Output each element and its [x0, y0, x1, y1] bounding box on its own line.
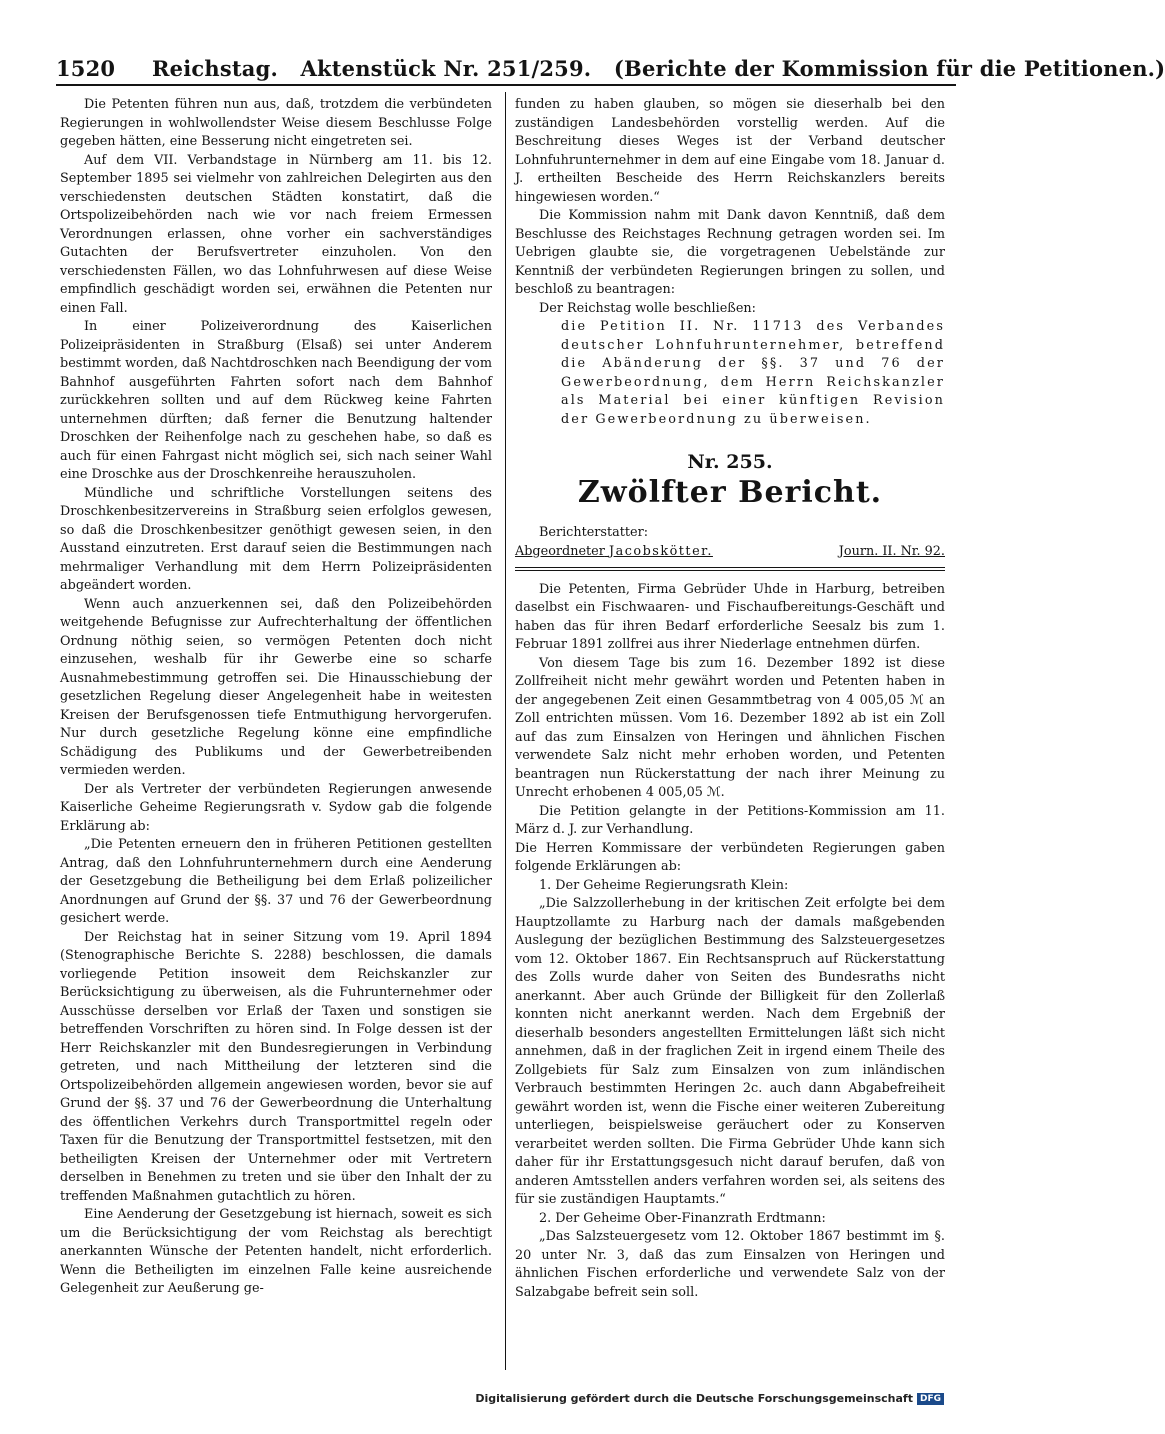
paragraph: Wenn auch anzuerkennen sei, daß den Polizeibehörden weitgehende Befugnisse zur Aufrechterhaltung der öffentlichen Ordnung nöthig seien, so vermögen Petenten doch nicht einzusehen, weshalb für ihr Gewerbe eine so scharfe Ausnahmebestimmung getroffen sei. Die Hinausschiebung der gesetzlichen Regelung dieser Angelegenheit habe in weitesten Kreisen der Berufsgenossen tiefe Entmuthigung hervorgerufen. Nur durch gesetzliche Regelung könne eine empfindliche Schädigung des Publikums und der Gewerbetreibenden vermieden werden.	[60, 596, 492, 778]
reporter-line	[515, 543, 945, 563]
footer-credit	[475, 1392, 944, 1405]
paragraph: In einer Polizeiverordnung des Kaiserlichen Polizeipräsidenten in Straßburg (Elsaß) sei unter Anderem bestimmt worden, daß Nachtdroschken nach Beendigung der vom Bahnhof ausgeführten Fahrten sofort nach dem Bahnhof zurückkehren sollten und auf dem Rückweg keine Fahrten unternehmen dürften; daß ferner die Benutzung haltender Droschken der Reihenfolge nach zu geschehen habe, so daß es auch für einen Fahrgast nicht möglich sei, sich nach seiner Wahl eine Droschke aus der Droschkenreihe herauszuholen.	[60, 319, 492, 482]
left-column	[60, 96, 492, 1371]
paragraph: Auf dem VII. Verbandstage in Nürnberg am 11. bis 12. September 1895 sei vielmehr von zahlreichen Delegirten aus den verschiedensten deutschen Städten konstatirt, daß die Ortspolizeibehörden nach wie vor nach freiem Ermessen Verordnungen erlassen, ohne vorher ein sachverständiges Gutachten der Berufsvertreter einzuholen. Von den verschiedensten Fällen, wo das Lohnfuhrwesen auf diese Weise empfindlich geschädigt worden sei, erwähnen die Petenten nur einen Fall.	[60, 152, 492, 316]
section-number: Nr. 255.	[687, 451, 773, 473]
reporter-prefix: Abgeordneter	[515, 543, 605, 559]
paragraph: Der als Vertreter der verbündeten Regierungen anwesende Kaiserliche Geheime Regierungsrath v. Sydow gab die folgende Erklärung ab:	[60, 781, 492, 834]
dfg-logo: DFG	[917, 1393, 944, 1405]
reporter-name	[515, 543, 713, 562]
resolution-intro: Der Reichstag wolle beschließen:	[539, 300, 756, 316]
paragraph: Mündliche und schriftliche Vorstellungen seitens des Droschkenbesitzervereins in Straßburg seien erfolglos gewesen, so daß die Droschkenbesitzer genöthigt gewesen seien, in den Ausstand einzutreten. Erst darauf seien die Bestimmungen nach mehrmaliger Verhandlung mit dem Herrn Polizeipräsidenten abgeändert worden.	[60, 485, 492, 593]
paragraph: Die Petition gelangte in der Petitions-Kommission am 11. März d. J. zur Verhandlung.	[515, 803, 945, 837]
paragraph: funden zu haben glauben, so mögen sie dieserhalb bei den zuständigen Landesbehörden vorstellig werden. Auf die Beschreitung dieses Weges ist der Verband deutscher Lohnfuhrunternehmer in dem auf eine Eingabe vom 18. Januar d. J. ertheilten Bescheide des Herrn Reichskanzlers bereits hingewiesen worden.“	[515, 97, 945, 205]
paragraph: Die Petenten führen nun aus, daß, trotzdem die verbündeten Regierungen in wohlwollendster Weise diesem Beschlusse Folge gegeben hätten, eine Besserung nicht eingetreten sei.	[60, 97, 492, 149]
reporter-label: Berichterstatter:	[539, 525, 649, 540]
running-title: Reichstag. Aktenstück Nr. 251/259. (Berichte der Kommission für die Petitionen.)	[152, 56, 1165, 81]
right-column	[515, 96, 945, 1371]
page-number: 1520	[56, 56, 116, 81]
statement-heading: 2. Der Geheime Ober-Finanzrath Erdtmann:	[539, 1210, 826, 1226]
page-header	[56, 52, 1165, 88]
paragraph: Die Herren Kommissare der verbündeten Regierungen gaben folgende Erklärungen ab:	[515, 840, 945, 874]
statement-heading: 1. Der Geheime Regierungsrath Klein:	[539, 877, 789, 893]
paragraph: Der Reichstag hat in seiner Sitzung vom 19. April 1894 (Stenographische Berichte S. 2288) beschlossen, die damals vorliegende Petition insoweit dem Reichskanzler zur Berücksichtigung zu überweisen, als die Fuhrunternehmer oder Ausschüsse derselben vor Erlaß der Taxen und sonstigen sie betreffenden Vorschriften zu hören sind. In Folge dessen ist der Herr Reichskanzler mit den Bundesregierungen in Verbindung getreten, und nach Mittheilung der letzteren sind die Ortspolizeibehörden allgemein angewiesen worden, bevor sie auf Grund der §§. 37 und 76 der Gewerbeordnung die Unterhaltung des öffentlichen Verkehrs durch Transportmittel regeln oder Taxen für die Benutzung der Transportmittel festsetzen, mit den betheiligten Kreisen der Unternehmer oder mit Vertretern derselben in Benehmen zu treten und sie über den Inhalt der zu treffenden Maßnahmen gutachtlich zu hören.	[60, 929, 492, 1204]
quote-paragraph: „Die Petenten erneuern den in früheren Petitionen gestellten Antrag, daß den Lohnfuhrunternehmern durch eine Aenderung der Gesetzgebung die Betheiligung bei dem Erlaß polizeilicher Anordnungen auf Grund der §§. 37 und 76 der Gewerbeordnung gesichert werde.	[60, 837, 492, 926]
quote-paragraph: „Die Salzzollerhebung in der kritischen Zeit erfolgte bei dem Hauptzollamte zu Harburg nach der damals maßgebenden Auslegung der bezüglichen Bestimmung des Salzsteuergesetzes vom 12. Oktober 1867. Ein Rechtsanspruch auf Rückerstattung des Zolls wurde daher von Seiten des Bundesraths nicht anerkannt. Aber auch Gründe der Billigkeit für den Zollerlaß konnten nicht anerkannt werden. Nach dem Ergebniß der dieserhalb besonders angestellten Ermittelungen läßt sich nicht annehmen, daß in der fraglichen Zeit in irgend einem Theile des Zollgebiets für Salz zum Einsalzen von zum inländischen Verbrauch bestimmten Heringen 2c. auch dann Abgabefreiheit gewährt worden ist, wenn die Fische einer weiteren Zubereitung unterliegen, beispielsweise geräuchert oder zu Konserven verarbeitet werden sollten. Die Firma Gebrüder Uhde kann sich daher für ihr Erstattungsgesuch nicht darauf berufen, daß von anderen Amtsstellen anders verfahren worden sei, als seitens des für sie zuständigen Hauptamts.“	[515, 896, 945, 1207]
reporter-surname: Jacobskötter.	[608, 543, 713, 559]
journal-reference: Journ. II. Nr. 92.	[838, 543, 945, 559]
paragraph: Eine Aenderung der Gesetzgebung ist hiernach, soweit es sich um die Berücksichtigung der vom Reichstag als berechtigt anerkannten Wünsche der Petenten handelt, nicht erforderlich. Wenn die Betheiligten im einzelnen Falle keine ausreichende Gelegenheit zur Aeußerung ge-	[60, 1207, 492, 1296]
section-title: Zwölfter Bericht.	[577, 475, 883, 510]
resolution-text: die Petition II. Nr. 11713 des Verbandes deutscher Lohnfuhrunternehmer, betreffend die Abänderung der §§. 37 und 76 der Gewerbeordnung, dem Herrn Reichskanzler als Material bei einer künftigen Revision der Gewerbeordnung zu überweisen.	[561, 319, 945, 427]
header-rule	[56, 84, 956, 86]
footer-text: Digitalisierung gefördert durch die Deutsche Forschungsgemeinschaft	[475, 1392, 913, 1405]
column-divider	[505, 92, 506, 1370]
quote-paragraph: „Das Salzsteuergesetz vom 12. Oktober 1867 bestimmt im §. 20 unter Nr. 3, daß das zum Einsalzen von Heringen und ähnlichen Fischen erforderliche und verwendete Salz von der Salzabgabe befreit sein soll.	[515, 1229, 945, 1300]
paragraph: Von diesem Tage bis zum 16. Dezember 1892 ist diese Zollfreiheit nicht mehr gewährt worden und Petenten haben in der angegebenen Zeit einen Gesammtbetrag von 4 005,05 ℳ an Zoll entrichten müssen. Vom 16. Dezember 1892 ab ist ein Zoll auf das zum Einsalzen von Heringen und ähnlichen Fischen verwendete Salz nicht mehr erhoben worden, und Petenten beantragen nun Rückerstattung der nach ihrer Meinung zu Unrecht erhobenen 4 005,05 ℳ.	[515, 655, 945, 800]
section-rule	[515, 567, 945, 571]
paragraph: Die Kommission nahm mit Dank davon Kenntniß, daß dem Beschlusse des Reichstages Rechnung getragen worden sei. Im Uebrigen glaubte sie, die vorgetragenen Uebelstände zur Kenntniß der verbündeten Regierungen bringen zu sollen, und beschloß zu beantragen:	[515, 208, 945, 297]
paragraph: Die Petenten, Firma Gebrüder Uhde in Harburg, betreiben daselbst ein Fischwaaren- und Fischaufbereitungs-Geschäft und haben das für ihren Bedarf erforderliche Seesalz bis zum 1. Februar 1891 zollfrei aus ihrer Niederlage entnehmen dürfen.	[515, 581, 945, 652]
